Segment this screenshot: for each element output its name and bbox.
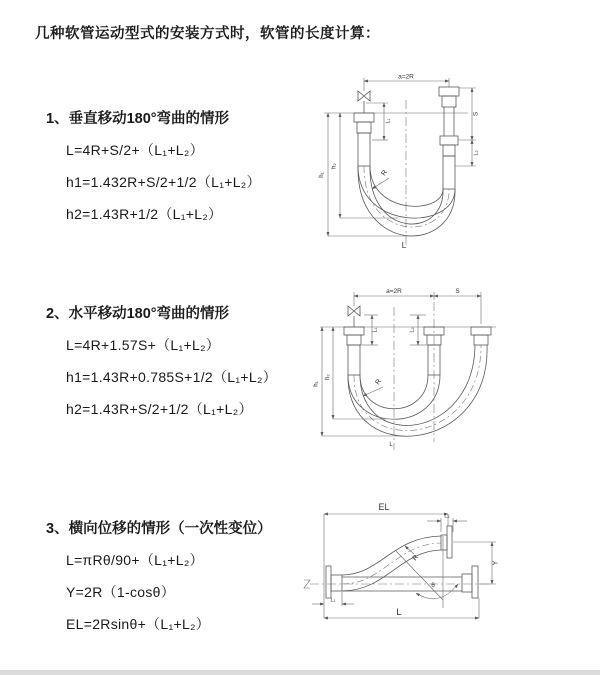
braided-hose-section (358, 133, 370, 166)
formula-line: L=4R+S/2+（L₁+L₂） (66, 142, 204, 158)
dim-label-l2: L₂ (473, 150, 480, 156)
dim-label-l: L (401, 241, 407, 250)
dim-label-l1: L₁ (372, 327, 379, 333)
upper-flange (447, 526, 452, 558)
left-flange (354, 113, 374, 122)
formula-line: h2=1.43R+S/2+1/2（L₁+L₂） (66, 401, 253, 417)
section-heading: 2、水平移动180°弯曲的情形 (46, 306, 230, 322)
diagram-lateral-displacement (296, 496, 596, 648)
left-flange (344, 327, 364, 335)
right-flange (439, 87, 459, 96)
dim-label-h1: h₁ (313, 381, 320, 387)
union-nut (440, 136, 458, 145)
dim-label-l2: L₂ (409, 327, 416, 333)
valve-symbol (358, 91, 370, 101)
section-heading: 1、垂直移动180°弯曲的情形 (46, 111, 230, 127)
dim-label-theta: θ (431, 582, 435, 589)
dim-label-l: L (396, 607, 402, 618)
dim-label-el: EL (378, 502, 390, 512)
formula-line: h2=1.43R+1/2（L₁+L₂） (66, 206, 223, 222)
braided-hose-section (348, 345, 360, 375)
section-heading: 3、横向位移的情形（一次性变位） (46, 521, 272, 537)
hose-u-curves (358, 166, 455, 236)
dim-label-l: L (389, 442, 393, 448)
page-title: 几种软管运动型式的安装方式时，软管的长度计算： (35, 26, 380, 42)
dimensions (319, 74, 480, 251)
dim-label-l1: L₁ (385, 118, 392, 124)
dim-label-r: R (380, 169, 390, 178)
braided-hose-section (443, 156, 455, 189)
formula-line: L=πRθ/90+（L₁+L₂） (66, 552, 204, 568)
formula-line: L=4R+1.57S+（L₁+L₂） (66, 337, 221, 353)
section-lateral-displacement (46, 517, 316, 634)
dim-label-y: Y (492, 560, 500, 566)
dim-label-s: S (472, 111, 480, 117)
dim-label-s: S (455, 288, 460, 295)
right-flange (471, 327, 491, 335)
section-horizontal-movement (46, 302, 316, 419)
hose-u-curves (348, 345, 487, 436)
dimensions (312, 502, 500, 618)
formula-line: Y=2R（1-cosθ） (66, 584, 176, 600)
dim-label-r: R (374, 378, 384, 387)
break-mark (304, 580, 310, 588)
pipe-assemblies (320, 302, 496, 450)
valve-symbol (348, 306, 360, 316)
dim-label-h2: h₂ (331, 163, 338, 169)
diagram-vertical-180-bend (306, 70, 596, 260)
dimensions (314, 288, 482, 448)
dim-label-l1: L₁ (330, 597, 336, 604)
section-vertical-movement (46, 107, 316, 224)
dim-label-r: R (411, 553, 421, 563)
formula-line: h1=1.43R+0.785S+1/2（L₁+L₂） (66, 369, 277, 385)
right-ghost-flange (472, 566, 478, 598)
dim-label-h1: h₁ (319, 172, 325, 178)
dim-label-l2: L₂ (444, 513, 450, 520)
page-bottom-edge (0, 670, 600, 675)
union-nut (462, 574, 472, 592)
formula-line: EL=2Rsinθ+（L₁+L₂） (66, 616, 211, 632)
formula-line: h1=1.432R+S/2+1/2（L₁+L₂） (66, 174, 261, 190)
dim-label-h2: h₂ (325, 374, 331, 380)
pipe-assemblies (304, 526, 492, 598)
dim-label-a2r: a=2R (398, 73, 414, 81)
left-flange (326, 566, 331, 598)
angle-construction (396, 536, 458, 608)
diagram-horizontal-180-bend (306, 282, 596, 464)
dim-label-a2r: a=2R (386, 288, 402, 295)
